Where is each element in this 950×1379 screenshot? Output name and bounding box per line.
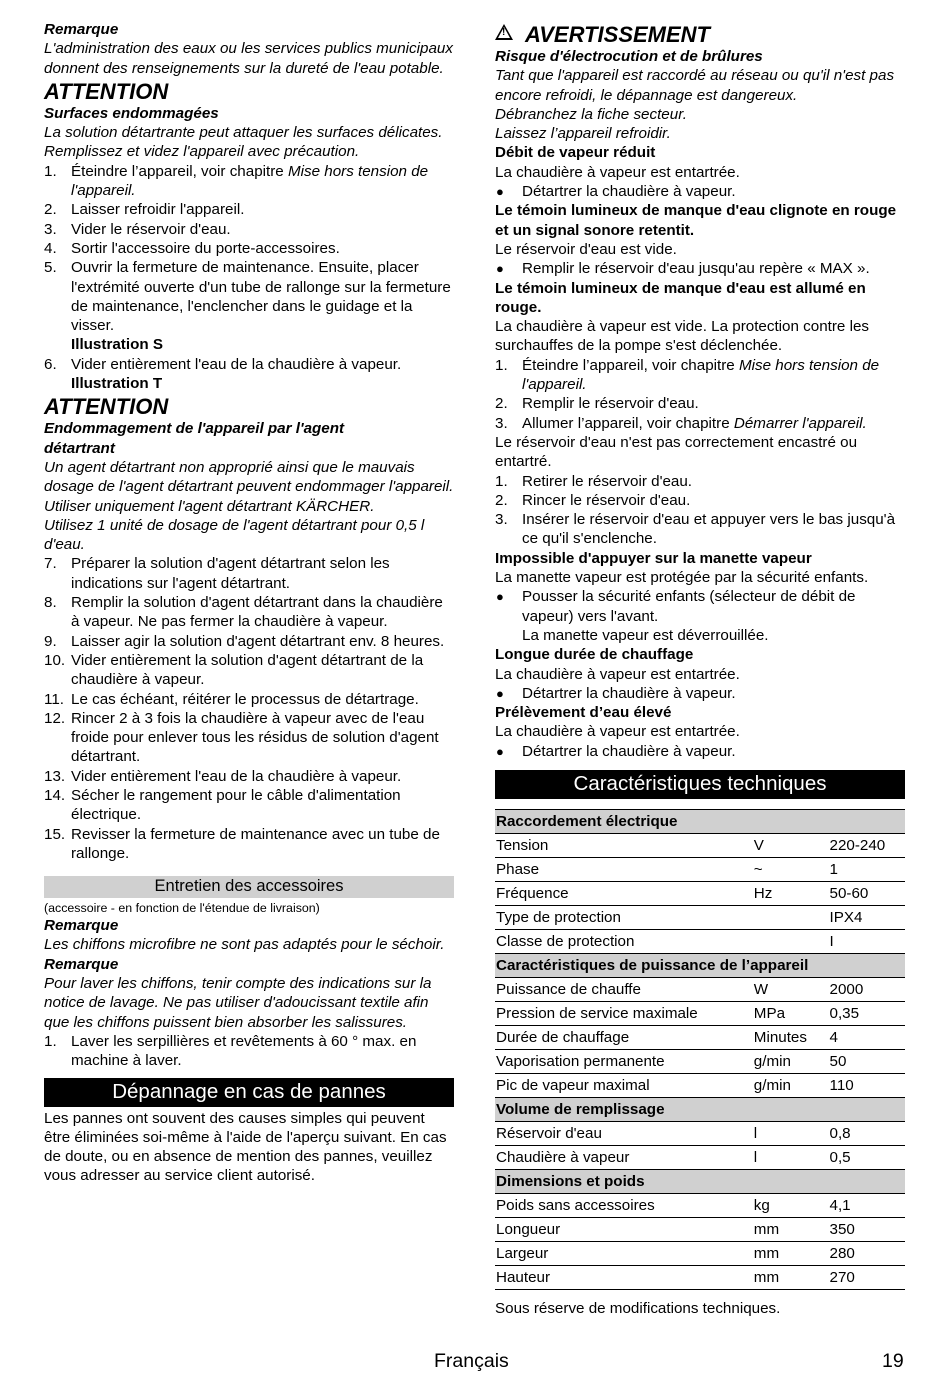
problem-cause: Le réservoir d'eau est vide. xyxy=(495,240,677,258)
problem-fix-note: La manette vapeur est déverrouillée. xyxy=(522,626,769,644)
steps-list xyxy=(44,1032,454,1071)
problem-heading: Longue durée de chauffage xyxy=(495,646,694,664)
problem-cause: Le réservoir d'eau n'est pas correctement encastré ou entartré. xyxy=(495,433,858,471)
step-item: 8. Remplir la solution d'agent détartrant dans la chaudière à vapeur. Ne pas fermer la chaudière à vapeur. xyxy=(44,594,443,631)
step-item: 15. Revisser la fermeture de maintenance avec un tube de rallonge. xyxy=(44,825,440,862)
step-item: 14. Sécher le rangement pour le câble d'alimentation électrique. xyxy=(44,786,401,824)
problem-fix: ● Pousser la sécurité enfants (sélecteur de débit de vapeur) vers l'avant. La manette vapeur est déverrouillée. xyxy=(495,587,905,645)
remarque-title: Remarque xyxy=(44,955,119,973)
specs-row: Puissance de chauffe W 2000 xyxy=(495,977,905,1001)
illustration-ref: Illustration S xyxy=(71,336,163,354)
steps-list xyxy=(44,162,454,394)
entretien-note: (accessoire - en fonction de l'étendue de livraison) xyxy=(44,901,320,916)
attention-text: Utilisez 1 unité de dosage de l'agent détartrant pour 0,5 l d'eau. xyxy=(44,516,425,554)
problem-cause: La chaudière à vapeur est entartrée. xyxy=(495,723,740,741)
depannage-intro: Les pannes ont souvent des causes simples qui peuvent être éliminées soi-même à l'aide de l'aperçu suivant. En cas de doute, ou en absence de mention des pannes, veuillez vous adresser au service client autorisé. xyxy=(44,1109,447,1185)
attention-text: Un agent détartrant non approprié ainsi que le mauvais dosage de l'agent détartrant peuvent endommager l'appareil. xyxy=(44,458,454,496)
specs-row: Durée de chauffage Minutes 4 xyxy=(495,1025,905,1049)
warning-subtitle: Risque d'électrocution et de brûlures xyxy=(495,48,763,65)
specs-group-header: Raccordement électrique xyxy=(495,809,905,833)
warning-title: AVERTISSEMENT xyxy=(525,22,710,47)
step-item: 13. Vider entièrement l'eau de la chaudière à vapeur. xyxy=(44,767,402,785)
problem-heading: Impossible d'appuyer sur la manette vapeur xyxy=(495,549,812,567)
specs-row: Largeur mm 280 xyxy=(495,1241,905,1265)
problem-cause: La chaudière à vapeur est entartrée. xyxy=(495,163,740,181)
specs-group-header: Volume de remplissage xyxy=(495,1097,905,1121)
specs-row: Tension V 220-240 xyxy=(495,833,905,857)
remarque-text: Pour laver les chiffons, tenir compte des indications sur la notice de lavage. Ne pas utiliser d'adoucissant textile afin que les chiffons puissent bien absorber les salissures. xyxy=(44,975,432,1031)
step-item: 6. Vider entièrement l'eau de la chaudière à vapeur. Illustration T xyxy=(44,355,402,393)
step-item: 3. Insérer le réservoir d'eau et appuyer vers le bas jusqu'à ce qu'il s'enclenche. xyxy=(495,511,896,548)
warning-triangle-icon xyxy=(495,24,513,40)
remarque-text: L'administration des eaux ou les services publics municipaux donnent des renseignements sur la dureté de l'eau potable. xyxy=(44,40,453,77)
attention-text: Remplissez et videz l'appareil avec précaution. xyxy=(44,143,360,161)
problem-fix: ● Détartrer la chaudière à vapeur. xyxy=(495,182,905,201)
specs-row: Réservoir d'eau l 0,8 xyxy=(495,1121,905,1145)
section-heading-depannage: Dépannage en cas de pannes xyxy=(44,1078,454,1107)
footer-language: Français xyxy=(434,1350,509,1372)
step-item: 7. Préparer la solution d'agent détartrant selon les indications sur l'agent détartrant. xyxy=(44,555,390,592)
step-item: 1. Laver les serpillières et revêtements à 60 ° max. en machine à laver. xyxy=(44,1032,417,1070)
steps-list xyxy=(495,356,905,433)
specs-row: Classe de protection I xyxy=(495,929,905,953)
problem-heading: Prélèvement d’eau élevé xyxy=(495,704,672,722)
step-item: 5. Ouvrir la fermeture de maintenance. Ensuite, placer l'extrémité ouverte d'un tube de rallonge sur la fermeture de maintenance, l'enclencher dans le guidage et la visser. Illustration S xyxy=(44,259,451,354)
step-item: 2. Remplir le réservoir d'eau. xyxy=(495,395,699,413)
page-number: 19 xyxy=(882,1350,904,1372)
specs-row: Poids sans accessoires kg 4,1 xyxy=(495,1193,905,1217)
specs-row: Longueur mm 350 xyxy=(495,1217,905,1241)
specs-row: Pic de vapeur maximal g/min 110 xyxy=(495,1073,905,1097)
remarque-title: Remarque xyxy=(44,917,119,935)
problem-cause: La manette vapeur est protégée par la sécurité enfants. xyxy=(495,569,869,587)
step-item: 4. Sortir l'accessoire du porte-accessoires. xyxy=(44,239,340,257)
attention-subtitle: Endommagement de l'appareil par l'agent détartrant xyxy=(44,420,345,457)
specs-row: Fréquence Hz 50-60 xyxy=(495,881,905,905)
section-heading-entretien: Entretien des accessoires xyxy=(44,876,454,898)
attention-title: ATTENTION xyxy=(44,78,169,104)
specs-row: Chaudière à vapeur l 0,5 xyxy=(495,1145,905,1169)
attention-title: ATTENTION xyxy=(44,394,169,420)
step-item: 11. Le cas échéant, réitérer le processus de détartrage. xyxy=(44,690,419,708)
left-column xyxy=(44,20,454,1186)
illustration-ref: Illustration T xyxy=(71,375,163,393)
right-column xyxy=(495,20,905,1318)
step-item: 1. Éteindre l’appareil, voir chapitre Mise hors tension de l'appareil. xyxy=(495,356,880,394)
specs-row: Hauteur mm 270 xyxy=(495,1265,905,1289)
specs-row: Type de protection IPX4 xyxy=(495,905,905,929)
step-item: 9. Laisser agir la solution d'agent détartrant env. 8 heures. xyxy=(44,632,445,650)
step-item: 2. Rincer le réservoir d'eau. xyxy=(495,491,691,509)
specs-table xyxy=(495,809,905,1290)
problem-fix: ● Remplir le réservoir d'eau jusqu'au repère « MAX ». xyxy=(495,259,905,278)
warning-text: Débranchez la fiche secteur. xyxy=(495,105,687,123)
step-item: 10. Vider entièrement la solution d'agent détartrant de la chaudière à vapeur. xyxy=(44,651,424,689)
step-item: 2. Laisser refroidir l'appareil. xyxy=(44,201,245,219)
remarque-title: Remarque xyxy=(44,21,119,38)
specs-group-header: Caractéristiques de puissance de l’appareil xyxy=(495,953,905,977)
attention-text: La solution détartrante peut attaquer les surfaces délicates. xyxy=(44,124,443,142)
step-item: 1. Retirer le réservoir d'eau. xyxy=(495,472,693,490)
specs-row: Vaporisation permanente g/min 50 xyxy=(495,1049,905,1073)
remarque-text: Les chiffons microfibre ne sont pas adaptés pour le séchoir. xyxy=(44,936,445,954)
step-item: 12. Rincer 2 à 3 fois la chaudière à vapeur avec de l'eau froide pour enlever tous les résidus de solution d'agent détartrant. xyxy=(44,709,439,766)
problem-heading: Le témoin lumineux de manque d'eau clignote en rouge et un signal sonore retentit. xyxy=(495,202,897,239)
problem-cause: La chaudière à vapeur est vide. La protection contre les surchauffes de la pompe s'est déclenchée. xyxy=(495,318,870,355)
problem-heading: Le témoin lumineux de manque d'eau est allumé en rouge. xyxy=(495,279,866,316)
steps-list xyxy=(495,472,905,549)
warning-text: Tant que l'appareil est raccordé au réseau ou qu'il n'est pas encore refroidi, le dépannage est dangereux. xyxy=(495,67,895,104)
steps-list xyxy=(44,554,454,863)
specs-group-header: Dimensions et poids xyxy=(495,1169,905,1193)
attention-text: Utiliser uniquement l'agent détartrant KÄRCHER. xyxy=(44,497,375,515)
warning-text: Laissez l’appareil refroidir. xyxy=(495,125,671,143)
warning-heading xyxy=(495,23,905,47)
problem-fix: ● Détartrer la chaudière à vapeur. xyxy=(495,742,905,761)
step-item: 1. Éteindre l’appareil, voir chapitre Mise hors tension de l'appareil. xyxy=(44,162,429,200)
problem-cause: La chaudière à vapeur est entartrée. xyxy=(495,665,740,683)
specs-row: Pression de service maximale MPa 0,35 xyxy=(495,1001,905,1025)
specs-row: Phase ~ 1 xyxy=(495,857,905,881)
step-item: 3. Vider le réservoir d'eau. xyxy=(44,220,231,238)
problem-fix: ● Détartrer la chaudière à vapeur. xyxy=(495,684,905,703)
section-heading-specs: Caractéristiques techniques xyxy=(495,770,905,799)
problem-heading: Débit de vapeur réduit xyxy=(495,144,656,162)
specs-note: Sous réserve de modifications techniques. xyxy=(495,1299,781,1317)
step-item: 3. Allumer l’appareil, voir chapitre Démarrer l'appareil. xyxy=(495,414,867,432)
attention-subtitle: Surfaces endommagées xyxy=(44,104,219,122)
